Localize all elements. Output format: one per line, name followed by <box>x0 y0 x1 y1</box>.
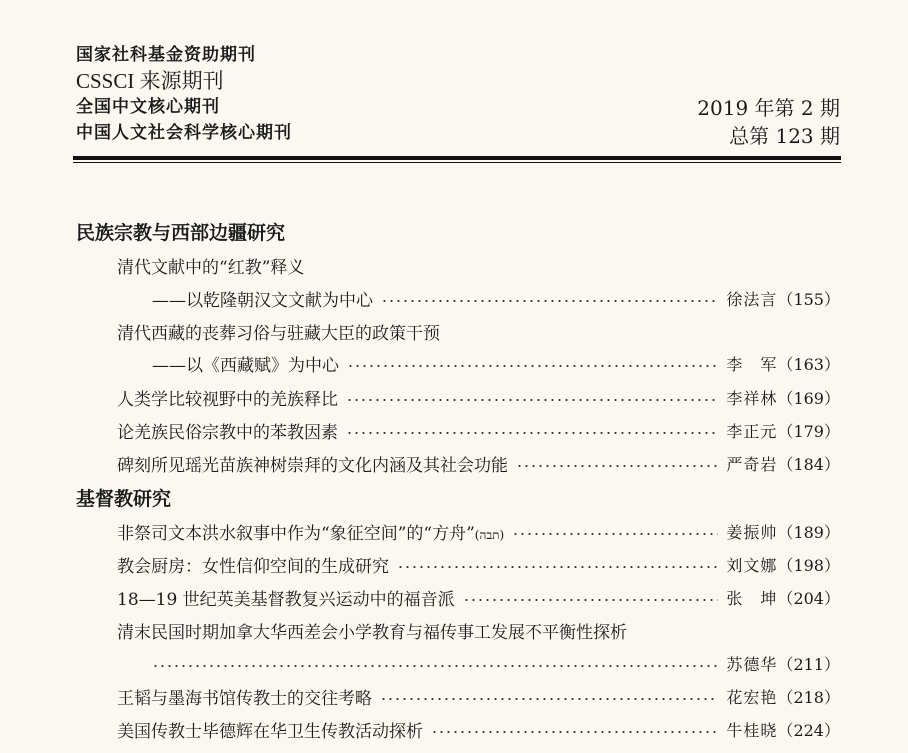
toc-entry[interactable] <box>117 318 840 344</box>
article-title: 王韬与墨海书馆传教士的交往考略 <box>117 688 372 709</box>
toc-entry[interactable] <box>117 417 840 443</box>
page-number: 179 <box>793 421 824 441</box>
toc-entry[interactable] <box>117 450 840 476</box>
leader-dots <box>347 365 718 367</box>
leader-dots <box>346 432 718 434</box>
article-subtitle: ——以《西藏赋》为中心 <box>152 355 339 376</box>
page-number: 218 <box>793 687 824 707</box>
toc-entry[interactable] <box>117 617 840 643</box>
leader-dots <box>381 300 718 302</box>
page-number: 184 <box>793 454 824 474</box>
article-title: 清末民国时期加拿大华西差会小学教育与福传事工发展不平衡性探析 <box>117 622 627 643</box>
article-meta: 花宏艳（218） <box>726 687 840 707</box>
article-author: 刘文娜 <box>726 555 778 575</box>
article-author: 李 军 <box>726 354 778 374</box>
article-author: 牛桂晓 <box>726 720 778 740</box>
leader-dots <box>463 599 719 601</box>
article-title: 18—19 世纪英美基督教复兴运动中的福音派 <box>117 589 455 610</box>
total-issue-number: 总第 123 期 <box>729 124 840 148</box>
toc-entry[interactable] <box>117 384 840 410</box>
leader-dots <box>346 399 718 401</box>
article-author: 李正元 <box>726 421 778 441</box>
article-meta: 姜振帅（189） <box>726 522 840 542</box>
article-meta: 苏德华（211） <box>726 654 840 674</box>
leader-dots <box>512 533 718 535</box>
article-title: 清代文献中的“红教”释义 <box>117 257 305 278</box>
page-number: 189 <box>793 522 824 542</box>
article-meta: 牛桂晓（224） <box>726 720 840 740</box>
article-subtitle: ——以乾隆朝汉文文献为中心 <box>152 290 373 311</box>
journal-label: 中国人文社会科学核心期刊 <box>76 123 292 143</box>
article-title: 人类学比较视野中的羌族释比 <box>117 389 338 410</box>
journal-labels <box>76 42 292 146</box>
article-meta: 严奇岩（184） <box>726 454 840 474</box>
article-title: 论羌族民俗宗教中的苯教因素 <box>117 422 338 443</box>
hebrew-term: (תבה) <box>474 527 505 542</box>
issue-number: 2019 年第 2 期 <box>697 96 840 120</box>
section-heading: 民族宗教与西部边疆研究 <box>76 222 286 244</box>
article-meta: 张 坤（204） <box>726 588 840 608</box>
toc-entry[interactable] <box>117 551 840 577</box>
article-title <box>117 519 504 544</box>
article-title: 教会厨房：女性信仰空间的生成研究 <box>117 556 389 577</box>
toc-entry-subtitle-line[interactable] <box>152 285 840 311</box>
article-author: 严奇岩 <box>726 454 778 474</box>
toc-entry[interactable] <box>117 716 840 742</box>
journal-label: CSSCI 来源期刊 <box>76 69 224 93</box>
page-number: 163 <box>793 354 824 374</box>
page-number: 155 <box>793 289 824 309</box>
article-meta: 李正元（179） <box>726 421 840 441</box>
toc-entry[interactable] <box>117 252 840 278</box>
article-author: 徐法言 <box>726 289 778 309</box>
toc-entry[interactable] <box>117 683 840 709</box>
toc-entry-subtitle-line[interactable] <box>152 350 840 376</box>
page-number: 211 <box>793 654 824 674</box>
article-title: 清代西藏的丧葬习俗与驻藏大臣的政策干预 <box>117 323 440 344</box>
article-author: 李祥林 <box>726 388 778 408</box>
article-meta: 李 军（163） <box>726 354 840 374</box>
toc-entry-continuation-line[interactable] <box>152 650 840 676</box>
journal-label: 国家社科基金资助期刊 <box>76 45 256 65</box>
header-divider-thin <box>73 162 841 163</box>
page-number: 169 <box>793 388 824 408</box>
header-divider-thick <box>73 156 841 160</box>
toc-entry[interactable] <box>117 518 840 544</box>
article-meta: 李祥林（169） <box>726 388 840 408</box>
page-number: 204 <box>793 588 824 608</box>
journal-label: 全国中文核心期刊 <box>76 97 220 117</box>
article-author: 花宏艳 <box>726 687 778 707</box>
article-author: 苏德华 <box>726 654 778 674</box>
toc-entry[interactable] <box>117 584 840 610</box>
article-author: 张 坤 <box>726 588 778 608</box>
article-title: 美国传教士毕德辉在华卫生传教活动探析 <box>117 721 423 742</box>
leader-dots <box>431 731 718 733</box>
article-title: 碑刻所见瑶光苗族神树崇拜的文化内涵及其社会功能 <box>117 455 508 476</box>
leader-dots <box>152 665 718 667</box>
page-number: 224 <box>793 720 824 740</box>
leader-dots <box>380 698 718 700</box>
leader-dots <box>516 465 718 467</box>
journal-masthead <box>76 42 846 152</box>
article-author: 姜振帅 <box>726 522 778 542</box>
article-title-text: 非祭司文本洪水叙事中作为“象征空间”的“方舟” <box>117 523 475 544</box>
article-meta: 刘文娜（198） <box>726 555 840 575</box>
section-heading: 基督教研究 <box>76 488 172 510</box>
page-number: 198 <box>793 555 824 575</box>
leader-dots <box>397 566 718 568</box>
article-meta: 徐法言（155） <box>726 289 840 309</box>
issue-info <box>697 94 840 150</box>
